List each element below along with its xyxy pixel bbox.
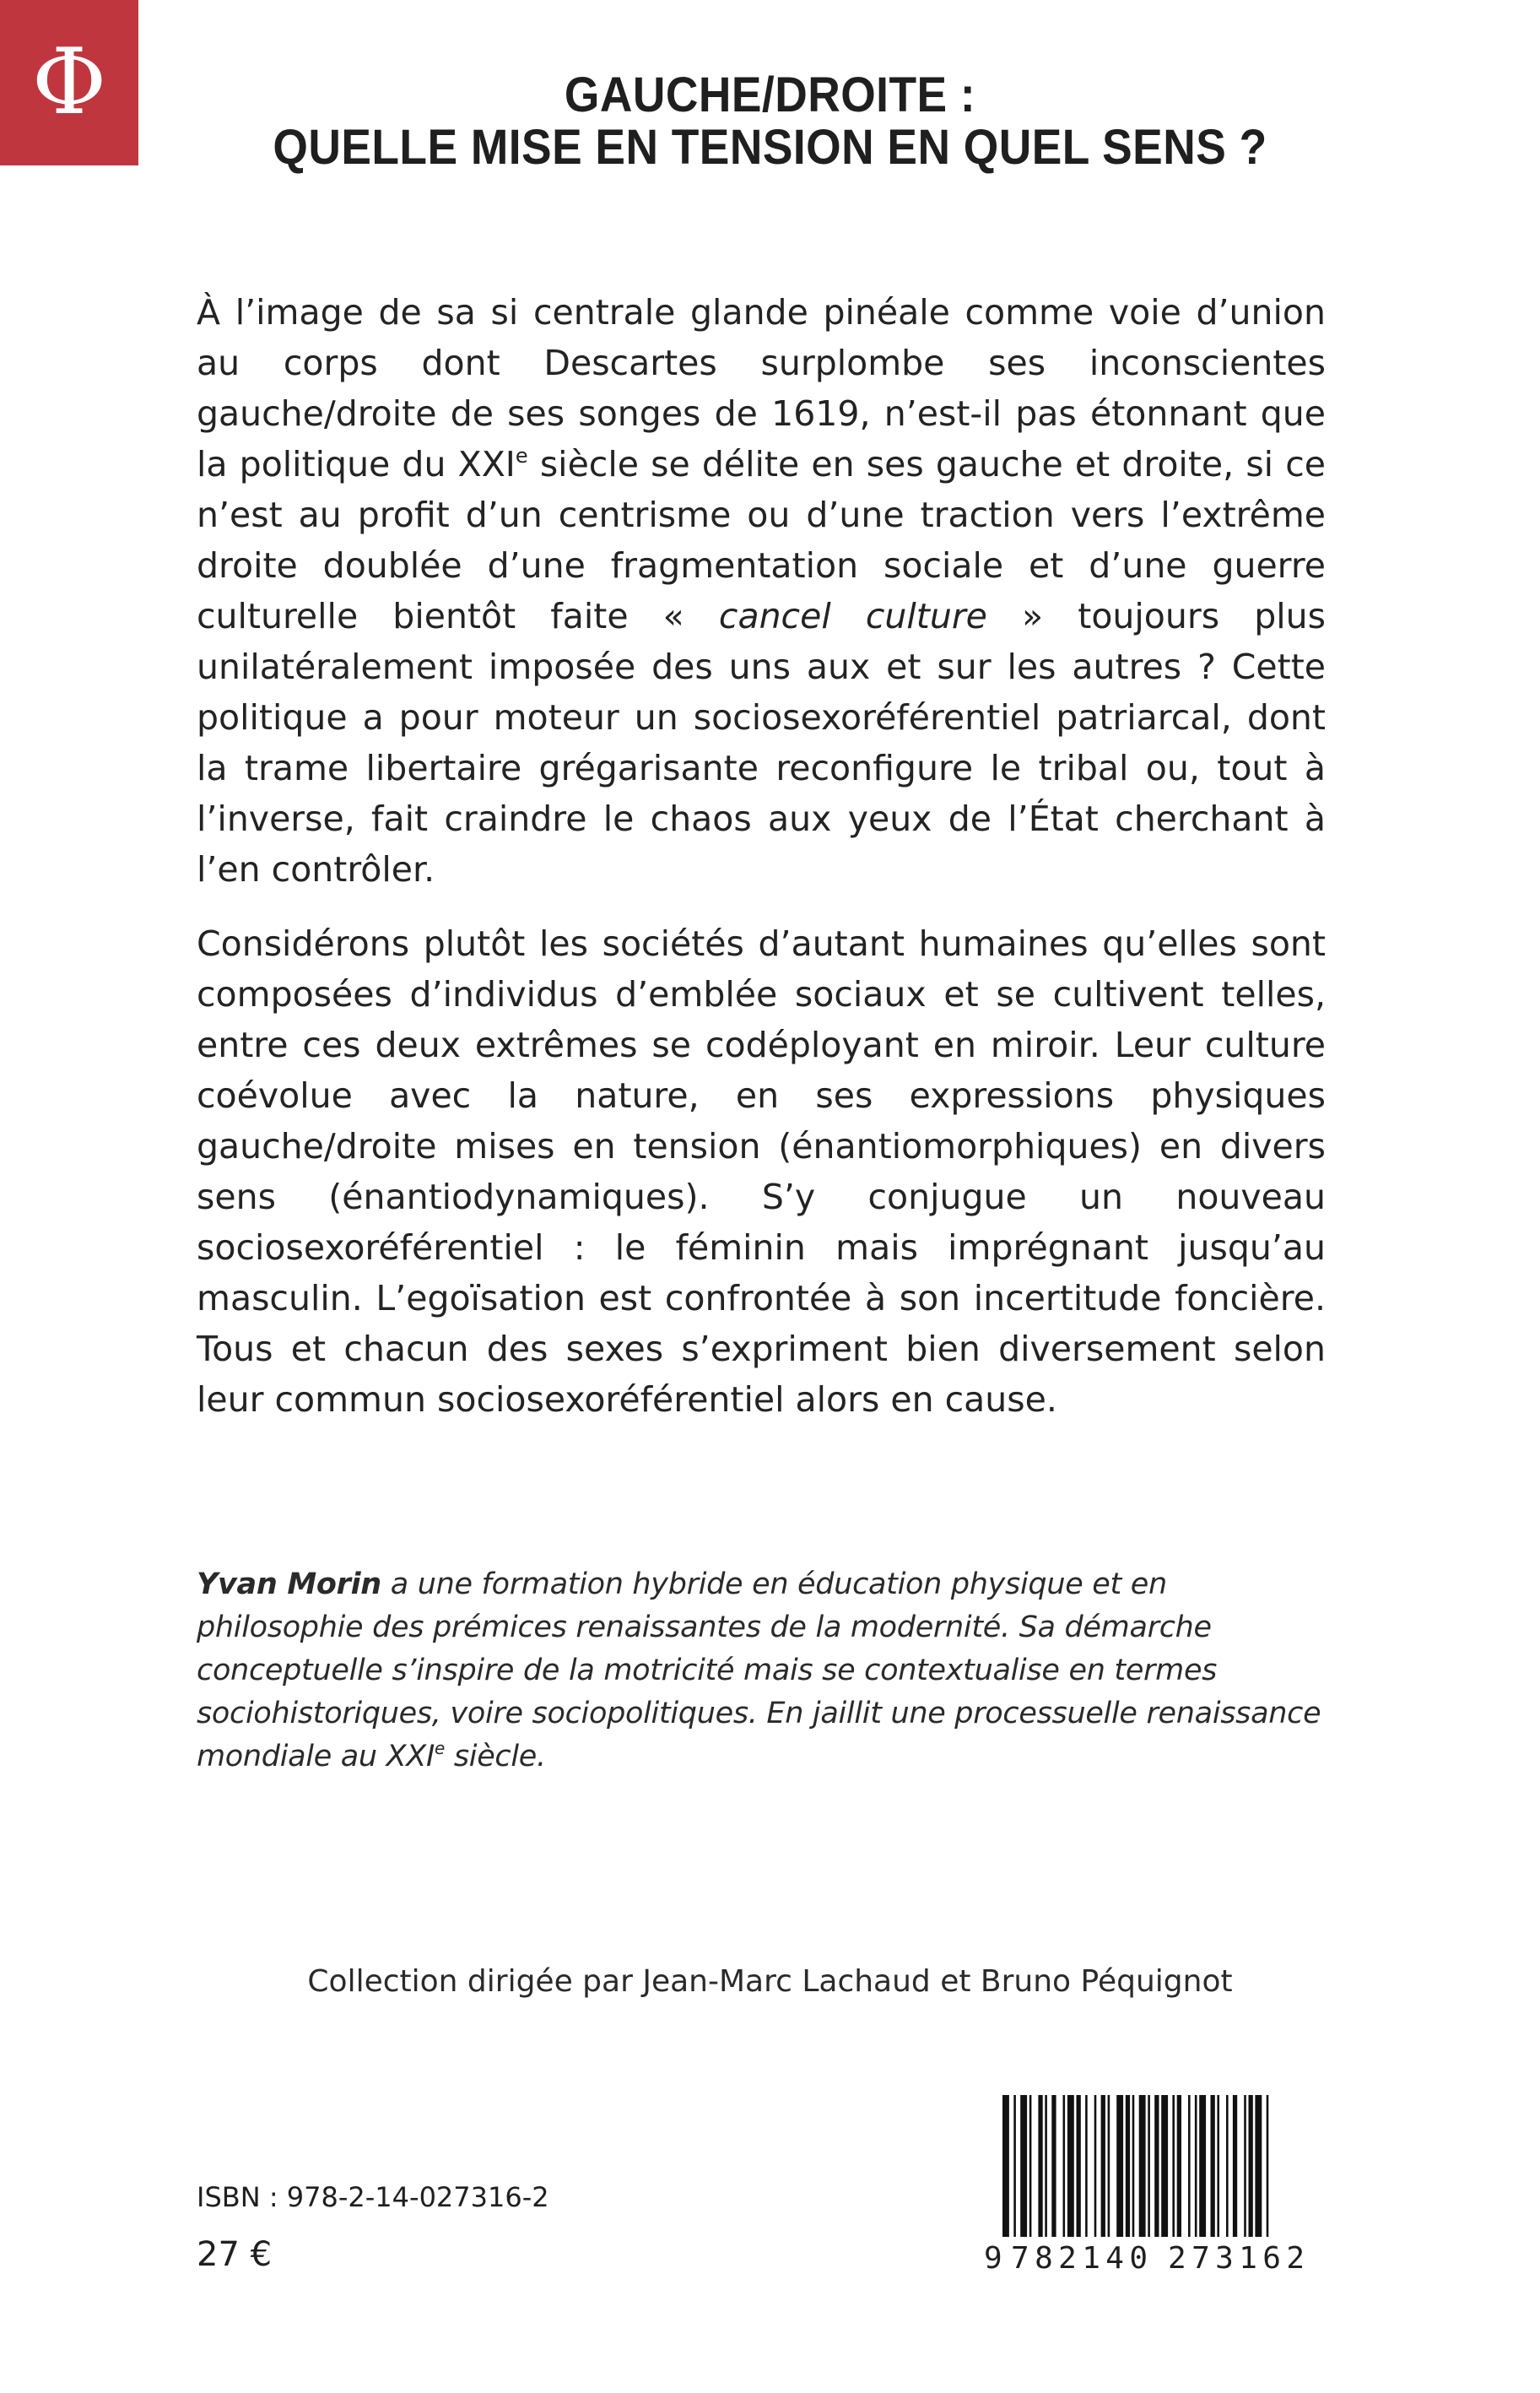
century-superscript: e <box>515 444 528 468</box>
summary-paragraph-1 <box>197 287 1326 895</box>
summary-paragraph-2: Considérons plutôt les sociétés d’autant humaines qu’elles sont composées d’individus d’emblée sociaux et se cultivent telles, entre ces deux extrêmes se codéployant en miroir. Leur culture coévolue avec la nature, en ses expressions physiques gauche/droite mises en tension (énantiomorphiques) en divers sens (énantiodynamiques). S’y conjugue un nouveau sociosexoréférentiel : le féminin mais imprégnant jusqu’au masculin. L’egoïsation est confrontée à son incertitude foncière. Tous et chacun des sexes s’expriment bien diversement selon leur commun sociosexoréférentiel alors en cause. <box>197 923 1326 1420</box>
barcode-bar <box>1038 2095 1042 2237</box>
barcode-bar <box>1077 2095 1081 2237</box>
barcode-bar <box>1108 2095 1110 2237</box>
barcode-bar <box>1094 2095 1097 2237</box>
book-summary <box>197 287 1326 1448</box>
summary-text: » toujours plus unilatéralement imposée des uns aux et sur les autres ? Cette politique a pour moteur un sociosexoréférentiel patriarcal, dont la trame libertaire grégarisante reconfigure le tribal ou, tout à l’inverse, fait craindre le chaos aux yeux de l’État cherchant à l’en contrôler. <box>197 596 1326 890</box>
barcode-bar <box>1020 2095 1027 2237</box>
author-bio-text: a une formation hybride en éducation physique et en philosophie des prémices renaissantes de la modernité. Sa démarche conceptuelle s’inspire de la motricité mais se contextualise en termes sociohistoriques, voire sociopolitiques. En jaillit une processuelle renaissance mondiale au XXI <box>197 1567 1321 1773</box>
book-title-line-1: GAUCHE/DROITE : <box>564 68 976 122</box>
barcode-bar <box>1148 2095 1150 2252</box>
barcode-first-digit: 9 <box>984 2241 1002 2276</box>
barcode-bar <box>1161 2095 1168 2237</box>
book-title-line-2: QUELLE MISE EN TENSION EN QUEL SENS ? <box>273 120 1267 175</box>
barcode-bar <box>1217 2095 1219 2237</box>
barcode-bar <box>1067 2095 1074 2237</box>
book-title <box>217 69 1323 174</box>
barcode-bars <box>1002 2095 1268 2252</box>
barcode-bar <box>1013 2095 1016 2252</box>
barcode-bar <box>1116 2095 1123 2237</box>
barcode-bar <box>1126 2095 1130 2237</box>
isbn-barcode <box>977 2095 1332 2277</box>
price: 27 € <box>197 2235 273 2274</box>
barcode-bar <box>1063 2095 1066 2237</box>
barcode-bar <box>1211 2095 1215 2237</box>
author-bio <box>197 1563 1326 1779</box>
barcode-bar <box>1244 2095 1246 2237</box>
barcode-bar <box>1226 2095 1229 2237</box>
barcode-bar <box>1188 2095 1191 2237</box>
barcode-bar <box>1029 2095 1032 2237</box>
barcode-bar <box>1177 2095 1181 2237</box>
publisher-logo <box>0 0 138 165</box>
barcode-bar <box>1002 2095 1009 2252</box>
barcode-bar <box>1154 2095 1159 2237</box>
barcode-bar <box>1172 2095 1175 2237</box>
collection-credit: Collection dirigée par Jean-Marc Lachaud et Bruno Péquignot <box>307 1964 1233 1999</box>
summary-italic-term: cancel culture <box>718 596 987 636</box>
barcode-bar <box>1255 2095 1262 2237</box>
barcode-bar <box>1045 2095 1047 2237</box>
barcode-bar <box>1195 2095 1197 2237</box>
barcode-bar <box>1139 2095 1146 2252</box>
barcode-bar <box>1085 2095 1088 2237</box>
barcode-bar <box>1051 2095 1056 2237</box>
author-name: Yvan Morin <box>197 1567 381 1601</box>
barcode-bar <box>1101 2095 1105 2237</box>
author-bio-text: siècle. <box>445 1740 546 1773</box>
summary-text: À l’image de sa si centrale glande pinéale comme voie d’union au corps dont Descartes surplombe ses inconscientes gauche/droite de ses songes de 1619, n’est-il pas étonnant que la politique du XXI <box>197 292 1326 485</box>
barcode-right-digits: 273162 <box>1168 2241 1305 2276</box>
barcode-bar <box>1249 2095 1253 2237</box>
century-superscript: e <box>435 1738 446 1758</box>
phi-logo-symbol: Φ <box>31 30 107 135</box>
barcode-left-digits: 782140 <box>1011 2241 1148 2276</box>
summary-text: siècle se délite en ses gauche et droite, si ce n’est au profit d’un centrisme ou d’une traction vers l’extrême droite doublée d’une fragmentation sociale et d’une guerre culturelle bientôt faite « <box>197 444 1326 636</box>
isbn-number: ISBN : 978-2-14-027316-2 <box>197 2181 549 2213</box>
barcode-bar <box>1267 2095 1269 2252</box>
barcode-bar <box>1132 2095 1135 2237</box>
barcode-bar <box>1199 2095 1206 2237</box>
barcode-bar <box>1233 2095 1237 2237</box>
